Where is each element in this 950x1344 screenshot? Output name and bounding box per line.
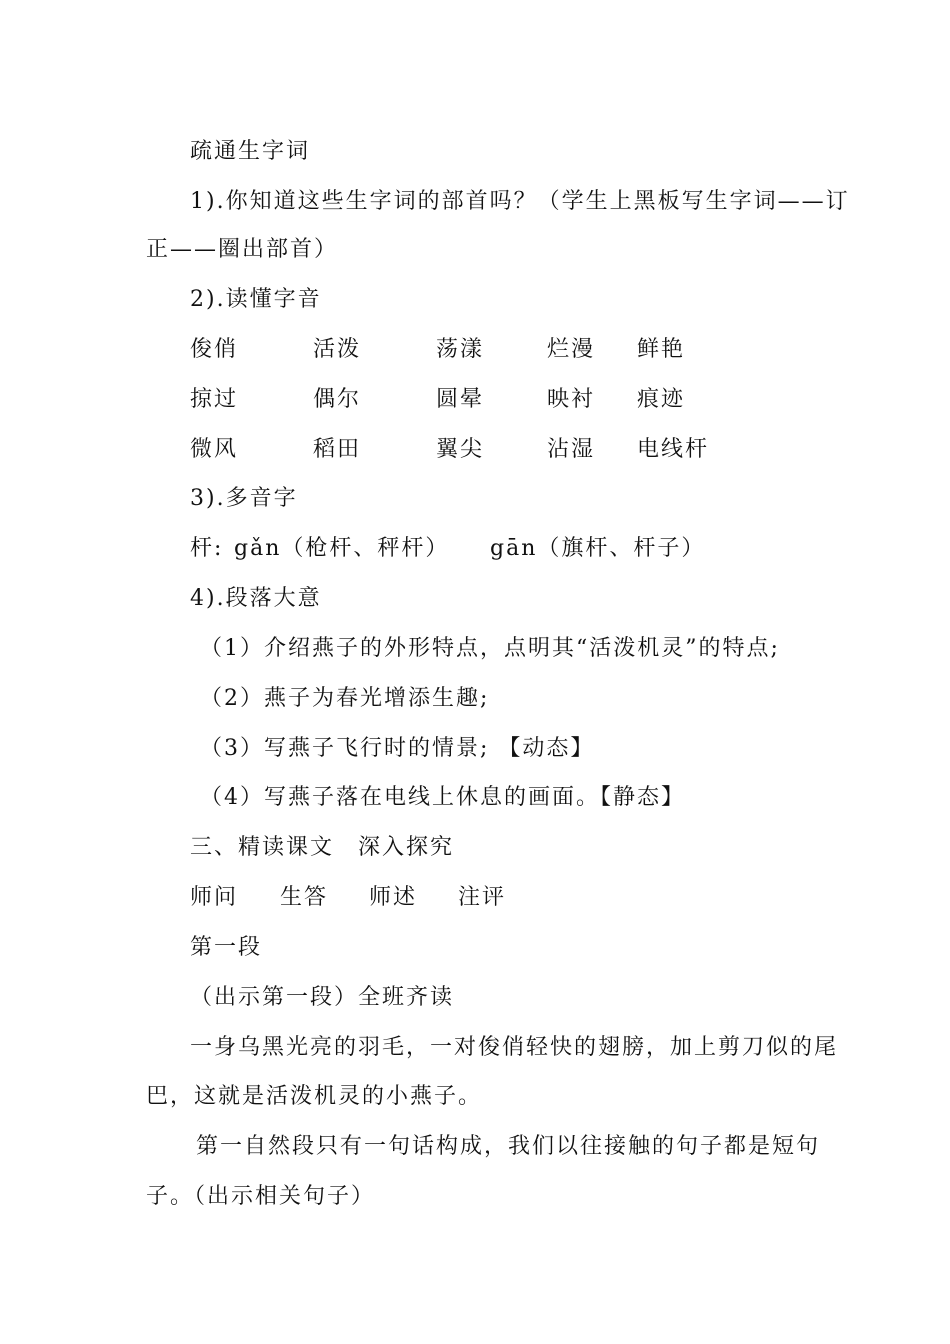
- text-quote-line-1: 一身乌黑光亮的羽毛，一对俊俏轻快的翅膀，加上剪刀似的尾: [190, 1035, 839, 1060]
- word-cell: 微风: [190, 437, 239, 462]
- word-cell: 鲜艳: [637, 337, 686, 362]
- heading-polyphone: 3).多音字: [190, 486, 298, 511]
- method-item: 生答: [280, 885, 329, 910]
- heading-vocabulary: 疏通生字词: [190, 139, 311, 164]
- paragraph-one-heading: 第一段: [190, 935, 263, 960]
- heading-pronunciation: 2).读懂字音: [190, 287, 322, 312]
- summary-item-3: （3）写燕子飞行时的情景; 【动态】: [200, 736, 595, 761]
- word-cell: 掠过: [190, 387, 239, 412]
- word-cell: 偶尔: [313, 387, 362, 412]
- method-item: 注评: [458, 885, 507, 910]
- word-cell: 映衬: [547, 387, 596, 412]
- summary-item-2: （2）燕子为春光增添生趣;: [200, 686, 490, 711]
- word-cell: 翼尖: [436, 437, 485, 462]
- text-quote-line-2: 巴，这就是活泼机灵的小燕子。: [146, 1084, 483, 1109]
- section-heading-3: 三、精读课文 深入探究: [190, 835, 455, 860]
- heading-paragraph-summary: 4).段落大意: [190, 586, 322, 611]
- method-item: 师问: [190, 885, 239, 910]
- method-item: 师述: [369, 885, 418, 910]
- question-radicals-cont: 正——圈出部首）: [146, 237, 339, 262]
- word-cell: 稻田: [313, 437, 362, 462]
- commentary-line-2: 子。（出示相关句子）: [146, 1184, 376, 1209]
- word-cell: 活泼: [313, 337, 362, 362]
- question-radicals: 1).你知道这些生字词的部首吗？（学生上黑板写生字词——订: [190, 189, 850, 214]
- polyphone-reading-1: gǎn（枪杆、秤杆）: [234, 536, 450, 561]
- show-paragraph-instruction: （出示第一段）全班齐读: [190, 985, 455, 1010]
- word-cell: 痕迹: [637, 387, 686, 412]
- polyphone-char: 杆:: [190, 536, 224, 561]
- word-cell: 烂漫: [547, 337, 596, 362]
- word-cell: 圆晕: [436, 387, 485, 412]
- polyphone-reading-2: gān（旗杆、杆子）: [490, 536, 706, 561]
- word-cell: 俊俏: [190, 337, 239, 362]
- word-cell: 电线杆: [637, 437, 710, 462]
- word-cell: 荡漾: [436, 337, 485, 362]
- commentary-line-1: 第一自然段只有一句话构成，我们以往接触的句子都是短句: [196, 1134, 821, 1159]
- summary-item-1: （1）介绍燕子的外形特点，点明其“活泼机灵”的特点;: [200, 636, 780, 661]
- summary-item-4: （4）写燕子落在电线上休息的画面。【静态】: [200, 785, 685, 810]
- word-cell: 沾湿: [547, 437, 596, 462]
